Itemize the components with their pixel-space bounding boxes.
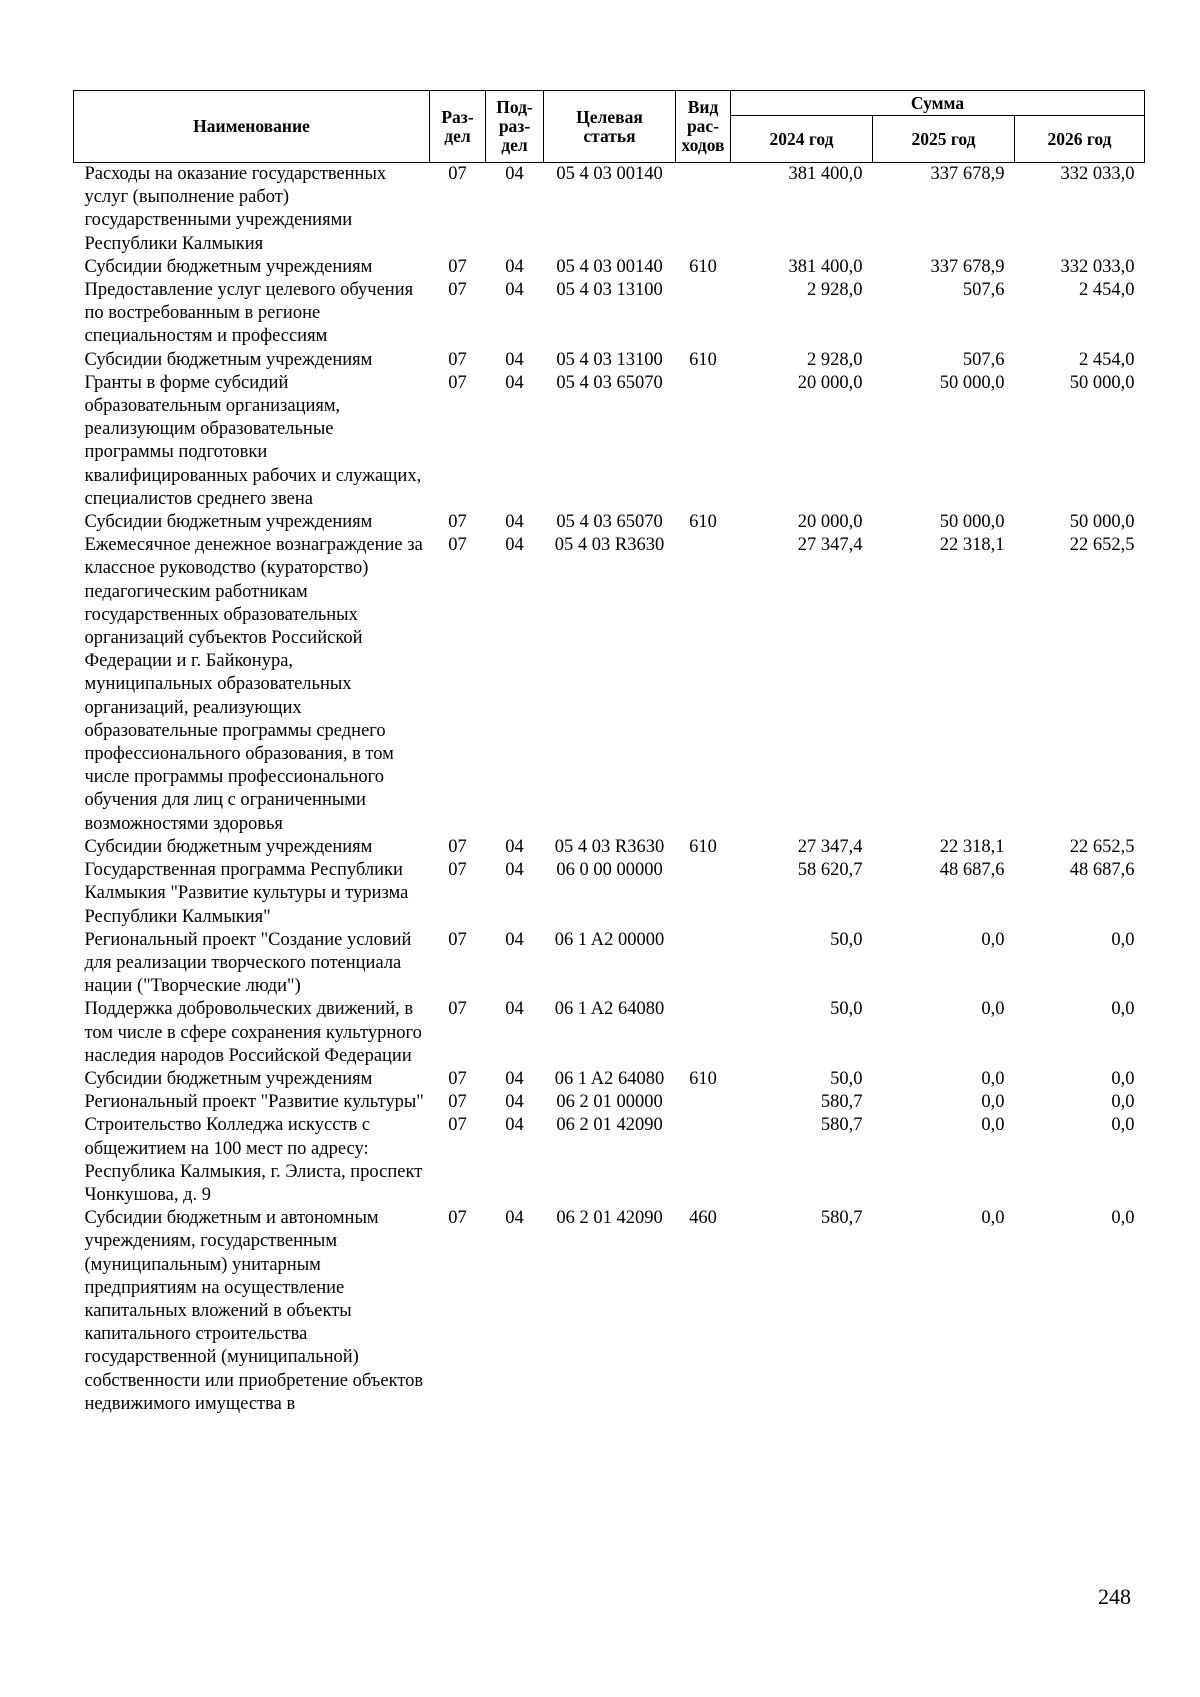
row-amount-2025: 0,0 <box>981 1068 1005 1089</box>
row-section: 07 <box>448 349 467 370</box>
row-amount-2025: 0,0 <box>981 1092 1005 1113</box>
row-amount-2025: 0,0 <box>981 1115 1005 1136</box>
row-name: Ежемесячное денежное вознаграждение за классное руководство (кураторство) педагогическим работникам государственных образовательных организаций субъектов Российской Федерации и г. Байконура, муниципальных образовательных организаций, реализующих образовательные программы среднего профессионального образования, в том числе программы профессионального обучения для лиц с ограниченными возможностями здоровья <box>84 535 423 834</box>
table-row <box>74 511 1145 534</box>
table-row <box>74 163 1145 256</box>
row-expense-kind: 610 <box>689 256 717 277</box>
row-target-article: 06 1 A2 64080 <box>554 999 665 1020</box>
table-header <box>74 91 1145 163</box>
row-amount-2025: 337 678,9 <box>930 164 1005 184</box>
row-name: Гранты в форме субсидий образовательным организациям, реализующим образовательные программы подготовки квалифицированных рабочих и служащих, специалистов среднего звена <box>84 372 422 509</box>
row-amount-2026: 0,0 <box>1111 1208 1135 1229</box>
row-amount-2024: 20 000,0 <box>797 372 863 393</box>
row-amount-2026: 0,0 <box>1111 929 1135 950</box>
row-subsection: 04 <box>505 280 524 301</box>
row-target-article: 06 1 A2 64080 <box>554 1068 665 1089</box>
row-subsection: 04 <box>505 1068 524 1089</box>
row-expense-kind <box>676 534 731 836</box>
table-row <box>74 534 1145 836</box>
row-amount-2025: 50 000,0 <box>939 372 1005 393</box>
row-amount-2025: 507,6 <box>962 349 1005 370</box>
row-target-article: 06 1 A2 00000 <box>554 929 665 950</box>
row-amount-2026: 22 652,5 <box>1069 836 1135 857</box>
row-amount-2024: 580,7 <box>820 1115 863 1136</box>
budget-table <box>73 90 1145 1416</box>
row-subsection: 04 <box>505 372 524 393</box>
row-expense-kind <box>676 279 731 349</box>
row-name: Субсидии бюджетным и автономным учреждениям, государственным (муниципальным) унитарным предприятиям на осуществление капитальных вложений в объекты капитального строительства государственной (муниципальной) собственности или приобретение объектов недвижимого имущества в <box>84 1208 424 1414</box>
row-subsection: 04 <box>505 256 524 277</box>
row-amount-2025: 507,6 <box>962 280 1005 301</box>
table-body <box>74 163 1145 1416</box>
table-row <box>74 836 1145 859</box>
row-amount-2024: 2 928,0 <box>807 280 863 301</box>
row-subsection: 04 <box>505 164 524 184</box>
row-target-article: 06 2 01 42090 <box>556 1115 663 1136</box>
row-section: 07 <box>448 929 467 950</box>
row-amount-2025: 50 000,0 <box>939 512 1005 533</box>
page-number: 248 <box>1098 1584 1131 1609</box>
row-amount-2024: 2 928,0 <box>807 349 863 370</box>
row-name: Поддержка добровольческих движений, в том числе в сфере сохранения культурного наследия народов Российской Федерации <box>84 999 422 1066</box>
header-sum: Сумма <box>731 91 1145 116</box>
row-expense-kind: 460 <box>689 1208 717 1229</box>
table-row <box>74 349 1145 372</box>
row-subsection: 04 <box>505 929 524 950</box>
header-subsection: Под- раз- дел <box>486 91 544 163</box>
header-section: Раз- дел <box>430 91 486 163</box>
row-name: Субсидии бюджетным учреждениям <box>84 836 373 857</box>
row-target-article: 05 4 03 13100 <box>556 280 663 301</box>
row-target-article: 06 2 01 00000 <box>556 1092 663 1113</box>
row-amount-2026: 332 033,0 <box>1060 256 1135 277</box>
row-amount-2026: 2 454,0 <box>1079 280 1135 301</box>
header-target: Целевая статья <box>544 91 676 163</box>
row-expense-kind: 610 <box>689 836 717 857</box>
row-amount-2026: 2 454,0 <box>1079 349 1135 370</box>
row-name: Строительство Колледжа искусств с общежитием на 100 мест по адресу: Республика Калмыкия, г. Элиста, проспект Чонкушова, д. 9 <box>84 1115 423 1205</box>
row-target-article: 05 4 03 13100 <box>556 349 663 370</box>
header-year-2024: 2024 год <box>731 116 873 163</box>
table-row <box>74 929 1145 999</box>
row-amount-2025: 22 318,1 <box>939 836 1005 857</box>
row-section: 07 <box>448 1208 467 1229</box>
row-subsection: 04 <box>505 349 524 370</box>
row-expense-kind <box>676 163 731 256</box>
row-name: Расходы на оказание государственных услуг (выполнение работ) государственными учреждениями Республики Калмыкия <box>84 164 387 254</box>
row-target-article: 05 4 03 65070 <box>556 372 663 393</box>
row-target-article: 05 4 03 R3630 <box>554 836 665 857</box>
row-subsection: 04 <box>505 860 524 881</box>
row-expense-kind <box>676 1114 731 1207</box>
row-section: 07 <box>448 535 467 556</box>
row-amount-2025: 0,0 <box>981 929 1005 950</box>
row-amount-2026: 22 652,5 <box>1069 535 1135 556</box>
row-expense-kind: 610 <box>689 1068 717 1089</box>
row-name: Субсидии бюджетным учреждениям <box>84 256 373 277</box>
row-name: Региональный проект "Развитие культуры" <box>84 1092 424 1113</box>
row-subsection: 04 <box>505 535 524 556</box>
row-target-article: 06 2 01 42090 <box>556 1208 663 1229</box>
row-amount-2024: 50,0 <box>830 929 863 950</box>
table-row <box>74 279 1145 349</box>
header-kind: Вид рас- ходов <box>676 91 731 163</box>
row-name: Государственная программа Республики Калмыкия "Развитие культуры и туризма Республики Калмыкия" <box>84 860 409 927</box>
row-amount-2026: 50 000,0 <box>1069 512 1135 533</box>
row-section: 07 <box>448 372 467 393</box>
row-target-article: 05 4 03 R3630 <box>554 535 665 556</box>
row-amount-2024: 20 000,0 <box>797 512 863 533</box>
row-amount-2026: 0,0 <box>1111 999 1135 1020</box>
row-section: 07 <box>448 280 467 301</box>
row-section: 07 <box>448 1068 467 1089</box>
row-amount-2025: 0,0 <box>981 1208 1005 1229</box>
row-target-article: 05 4 03 65070 <box>556 512 663 533</box>
row-amount-2025: 48 687,6 <box>939 860 1005 881</box>
row-amount-2024: 50,0 <box>830 999 863 1020</box>
row-target-article: 05 4 03 00140 <box>556 256 663 277</box>
table-row <box>74 1207 1145 1416</box>
row-expense-kind <box>676 929 731 999</box>
row-amount-2025: 0,0 <box>981 999 1005 1020</box>
row-subsection: 04 <box>505 512 524 533</box>
row-amount-2024: 27 347,4 <box>797 836 863 857</box>
header-year-2025: 2025 год <box>873 116 1015 163</box>
row-target-article: 06 0 00 00000 <box>556 860 663 881</box>
row-expense-kind: 610 <box>689 512 717 533</box>
row-subsection: 04 <box>505 836 524 857</box>
row-expense-kind <box>676 859 731 929</box>
table-row <box>74 1068 1145 1091</box>
row-name: Предоставление услуг целевого обучения по востребованным в регионе специальностям и профессиям <box>84 280 414 347</box>
row-name: Субсидии бюджетным учреждениям <box>84 512 373 533</box>
row-amount-2024: 50,0 <box>830 1068 863 1089</box>
row-expense-kind <box>676 998 731 1068</box>
row-expense-kind <box>676 1091 731 1114</box>
row-amount-2024: 580,7 <box>820 1092 863 1113</box>
row-name: Региональный проект "Создание условий для реализации творческого потенциала нации ("Творческие люди") <box>84 929 412 997</box>
row-subsection: 04 <box>505 1092 524 1113</box>
row-subsection: 04 <box>505 1208 524 1229</box>
row-amount-2024: 381 400,0 <box>788 256 863 277</box>
table-row <box>74 256 1145 279</box>
row-section: 07 <box>448 256 467 277</box>
row-subsection: 04 <box>505 999 524 1020</box>
table-row <box>74 372 1145 511</box>
row-amount-2026: 332 033,0 <box>1060 164 1135 184</box>
row-amount-2025: 22 318,1 <box>939 535 1005 556</box>
row-expense-kind: 610 <box>689 349 717 370</box>
row-amount-2026: 0,0 <box>1111 1068 1135 1089</box>
row-amount-2026: 48 687,6 <box>1069 860 1135 881</box>
table-row <box>74 998 1145 1068</box>
row-section: 07 <box>448 860 467 881</box>
row-subsection: 04 <box>505 1115 524 1136</box>
header-name: Наименование <box>74 91 430 163</box>
header-year-2026: 2026 год <box>1015 116 1145 163</box>
row-amount-2026: 0,0 <box>1111 1115 1135 1136</box>
row-section: 07 <box>448 512 467 533</box>
table-row <box>74 1091 1145 1114</box>
table-row <box>74 1114 1145 1207</box>
table-row <box>74 859 1145 929</box>
row-name: Субсидии бюджетным учреждениям <box>84 1068 373 1089</box>
row-amount-2026: 50 000,0 <box>1069 372 1135 393</box>
row-section: 07 <box>448 1092 467 1113</box>
row-section: 07 <box>448 836 467 857</box>
row-section: 07 <box>448 1115 467 1136</box>
row-amount-2026: 0,0 <box>1111 1092 1135 1113</box>
row-target-article: 05 4 03 00140 <box>556 164 663 184</box>
row-section: 07 <box>448 999 467 1020</box>
row-amount-2024: 27 347,4 <box>797 535 863 556</box>
row-amount-2024: 580,7 <box>820 1208 863 1229</box>
row-section: 07 <box>448 164 467 184</box>
row-amount-2024: 58 620,7 <box>797 860 863 881</box>
row-amount-2024: 381 400,0 <box>788 164 863 184</box>
row-name: Субсидии бюджетным учреждениям <box>84 349 373 370</box>
row-amount-2025: 337 678,9 <box>930 256 1005 277</box>
row-expense-kind <box>676 372 731 511</box>
